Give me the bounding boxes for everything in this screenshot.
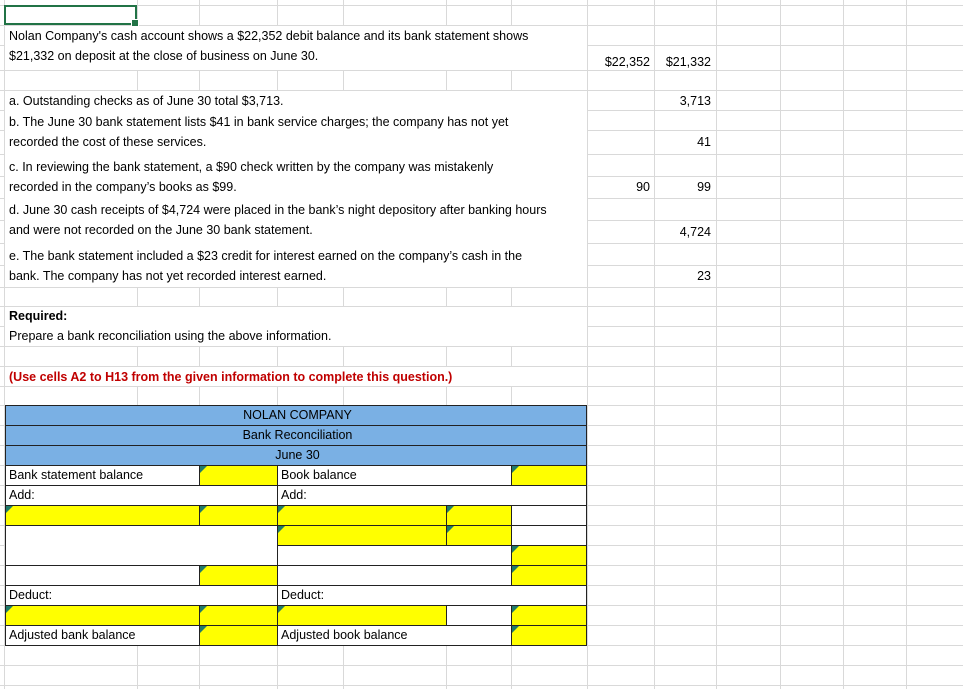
recon-date: June 30 bbox=[5, 445, 587, 466]
item-a: a. Outstanding checks as of June 30 total $3,713. bbox=[9, 94, 284, 108]
book-add-blank-2 bbox=[511, 525, 587, 546]
item-e-line-2: bank. The company has not yet recorded interest earned. bbox=[9, 269, 327, 283]
book-add-description-input-1[interactable] bbox=[277, 505, 447, 526]
item-a-value[interactable]: 3,713 bbox=[679, 94, 711, 108]
comment-indicator-icon bbox=[512, 606, 519, 613]
add-label-book: Add: bbox=[277, 485, 587, 506]
bank-add-blank bbox=[5, 525, 278, 566]
book-deduct-description-input[interactable] bbox=[277, 605, 447, 626]
comment-indicator-icon bbox=[278, 606, 285, 613]
item-c-line-2: recorded in the company’s books as $99. bbox=[9, 180, 237, 194]
item-c-line-1: c. In reviewing the bank statement, a $90 check written by the company was mistakenly bbox=[9, 160, 494, 174]
comment-indicator-icon bbox=[512, 566, 519, 573]
adjusted-bank-balance-label: Adjusted bank balance bbox=[5, 625, 200, 646]
item-d-line-2: and were not recorded on the June 30 bank statement. bbox=[9, 223, 313, 237]
deduct-label-book: Deduct: bbox=[277, 585, 587, 606]
book-add-description-input-2[interactable] bbox=[277, 525, 447, 546]
comment-indicator-icon bbox=[6, 606, 13, 613]
item-b-line-2: recorded the cost of these services. bbox=[9, 135, 207, 149]
adjusted-book-balance-label: Adjusted book balance bbox=[277, 625, 512, 646]
book-deduct-amount-input[interactable] bbox=[511, 605, 587, 626]
bank-balance-value[interactable]: $21,332 bbox=[665, 55, 711, 69]
add-label-bank: Add: bbox=[5, 485, 278, 506]
deduct-label-bank: Deduct: bbox=[5, 585, 278, 606]
recon-title: Bank Reconciliation bbox=[5, 425, 587, 446]
comment-indicator-icon bbox=[512, 626, 519, 633]
comment-indicator-icon bbox=[512, 466, 519, 473]
adjusted-bank-balance-input[interactable] bbox=[199, 625, 278, 646]
comment-indicator-icon bbox=[447, 506, 454, 513]
adjusted-book-balance-input[interactable] bbox=[511, 625, 587, 646]
book-balance-input[interactable] bbox=[511, 465, 587, 486]
bank-add-amount-input[interactable] bbox=[199, 505, 278, 526]
comment-indicator-icon bbox=[200, 506, 207, 513]
bank-statement-balance-input[interactable] bbox=[199, 465, 278, 486]
book-balance-label: Book balance bbox=[277, 465, 512, 486]
item-c-value-1[interactable]: 90 bbox=[636, 180, 650, 194]
comment-indicator-icon bbox=[278, 526, 285, 533]
item-b-value[interactable]: 41 bbox=[697, 135, 711, 149]
bank-subtotal-label-blank bbox=[5, 565, 200, 586]
book-add-amount-input-2[interactable] bbox=[446, 525, 512, 546]
bank-statement-balance-label: Bank statement balance bbox=[5, 465, 200, 486]
comment-indicator-icon bbox=[200, 606, 207, 613]
item-b-line-1: b. The June 30 bank statement lists $41 in bank service charges; the company has not yet bbox=[9, 115, 509, 129]
intro-line-1: Nolan Company's cash account shows a $22,352 debit balance and its bank statement shows bbox=[9, 29, 529, 43]
bank-add-description-input[interactable] bbox=[5, 505, 200, 526]
book-subtotal-input[interactable] bbox=[511, 565, 587, 586]
comment-indicator-icon bbox=[278, 506, 285, 513]
recon-company-name: NOLAN COMPANY bbox=[5, 405, 587, 426]
required-text: Prepare a bank reconciliation using the above information. bbox=[9, 329, 332, 343]
item-d-line-1: d. June 30 cash receipts of $4,724 were placed in the bank’s night depository after banking hours bbox=[9, 203, 547, 217]
required-heading: Required: bbox=[9, 309, 68, 323]
item-e-line-1: e. The bank statement included a $23 credit for interest earned on the company’s cash in the bbox=[9, 249, 523, 263]
bank-deduct-description-input[interactable] bbox=[5, 605, 200, 626]
book-add-total-label-blank bbox=[277, 545, 512, 566]
book-deduct-amount-blank bbox=[446, 605, 512, 626]
book-add-total-blank bbox=[511, 505, 587, 526]
comment-indicator-icon bbox=[6, 506, 13, 513]
book-add-total-input[interactable] bbox=[511, 545, 587, 566]
selected-cell-a1[interactable] bbox=[4, 5, 137, 25]
comment-indicator-icon bbox=[447, 526, 454, 533]
comment-indicator-icon bbox=[200, 626, 207, 633]
instructions-note: (Use cells A2 to H13 from the given information to complete this question.) bbox=[9, 370, 453, 384]
comment-indicator-icon bbox=[512, 546, 519, 553]
book-add-amount-input-1[interactable] bbox=[446, 505, 512, 526]
book-balance-value[interactable]: $22,352 bbox=[604, 55, 650, 69]
item-e-value[interactable]: 23 bbox=[697, 269, 711, 283]
item-c-value-2[interactable]: 99 bbox=[697, 180, 711, 194]
bank-subtotal-input[interactable] bbox=[199, 565, 278, 586]
comment-indicator-icon bbox=[200, 566, 207, 573]
item-d-value[interactable]: 4,724 bbox=[679, 225, 711, 239]
bank-deduct-amount-input[interactable] bbox=[199, 605, 278, 626]
book-subtotal-label-blank bbox=[277, 565, 512, 586]
intro-line-2: $21,332 on deposit at the close of business on June 30. bbox=[9, 49, 319, 63]
comment-indicator-icon bbox=[200, 466, 207, 473]
